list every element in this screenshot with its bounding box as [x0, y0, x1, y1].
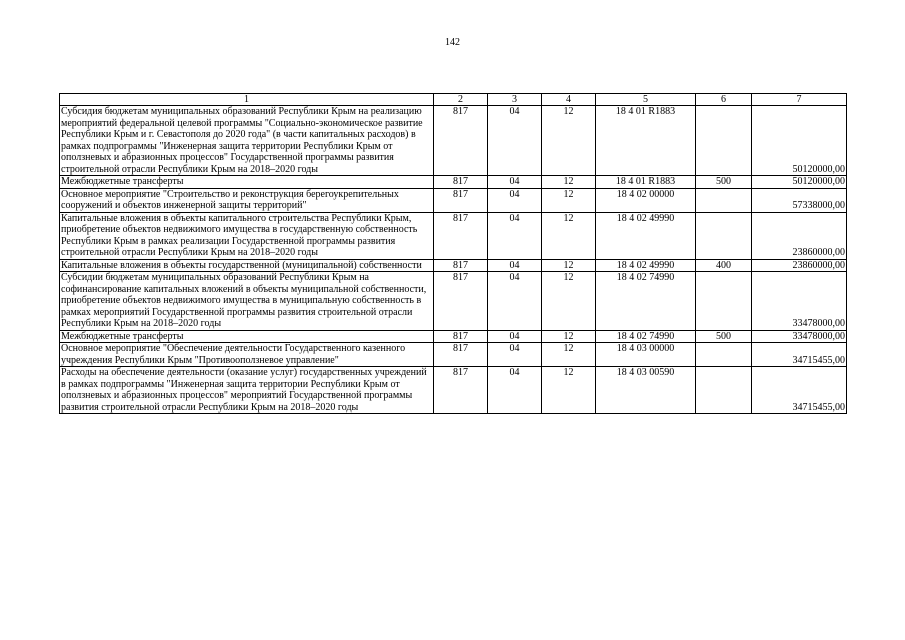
column-header: 2	[434, 94, 488, 106]
row-section-code: 04	[488, 367, 542, 414]
table-row	[60, 188, 847, 212]
row-subsection-code: 12	[542, 343, 596, 367]
row-expense-type	[696, 343, 752, 367]
row-subsection-code: 12	[542, 367, 596, 414]
row-subsection-code: 12	[542, 176, 596, 189]
column-header: 3	[488, 94, 542, 106]
row-subsection-code: 12	[542, 188, 596, 212]
row-amount: 50120000,00	[752, 176, 847, 189]
row-expense-type	[696, 367, 752, 414]
row-target-code: 18 4 02 49990	[596, 212, 696, 259]
row-target-code: 18 4 02 00000	[596, 188, 696, 212]
column-header: 7	[752, 94, 847, 106]
row-expense-type: 500	[696, 330, 752, 343]
row-amount: 23860000,00	[752, 212, 847, 259]
column-header: 1	[60, 94, 434, 106]
row-subsection-code: 12	[542, 212, 596, 259]
row-ministry-code: 817	[434, 212, 488, 259]
row-name: Субсидии бюджетам муниципальных образований Республики Крым на софинансирование капитальных вложений в объекты муниципальной собственности, приобретение объектов недвижимого имущества в муниципальную собственность в рамках мероприятий Государственной программы развития строительной отрасли Республики Крым на 2018–2020 годы	[60, 272, 434, 331]
row-ministry-code: 817	[434, 343, 488, 367]
table-row	[60, 259, 847, 272]
row-amount: 34715455,00	[752, 367, 847, 414]
row-ministry-code: 817	[434, 367, 488, 414]
row-target-code: 18 4 02 74990	[596, 330, 696, 343]
row-name: Основное мероприятие "Обеспечение деятельности Государственного казенного учреждения Республики Крым "Противооползневое управление"	[60, 343, 434, 367]
row-name: Капитальные вложения в объекты государственной (муниципальной) собственности	[60, 259, 434, 272]
row-expense-type	[696, 106, 752, 176]
row-subsection-code: 12	[542, 106, 596, 176]
table-row	[60, 343, 847, 367]
row-section-code: 04	[488, 330, 542, 343]
row-expense-type	[696, 188, 752, 212]
row-expense-type	[696, 212, 752, 259]
row-subsection-code: 12	[542, 259, 596, 272]
row-target-code: 18 4 03 00590	[596, 367, 696, 414]
row-ministry-code: 817	[434, 330, 488, 343]
row-amount: 57338000,00	[752, 188, 847, 212]
row-expense-type: 500	[696, 176, 752, 189]
row-target-code: 18 4 02 49990	[596, 259, 696, 272]
row-section-code: 04	[488, 343, 542, 367]
row-subsection-code: 12	[542, 272, 596, 331]
row-amount: 33478000,00	[752, 330, 847, 343]
row-section-code: 04	[488, 176, 542, 189]
table-row	[60, 176, 847, 189]
row-name: Межбюджетные трансферты	[60, 176, 434, 189]
row-section-code: 04	[488, 188, 542, 212]
row-expense-type: 400	[696, 259, 752, 272]
row-ministry-code: 817	[434, 106, 488, 176]
row-section-code: 04	[488, 212, 542, 259]
table-row	[60, 272, 847, 331]
table-row	[60, 212, 847, 259]
row-subsection-code: 12	[542, 330, 596, 343]
row-name: Основное мероприятие "Строительство и реконструкция берегоукрепительных сооружений и объектов инженерной защиты территорий"	[60, 188, 434, 212]
table-row	[60, 106, 847, 176]
row-amount: 50120000,00	[752, 106, 847, 176]
row-name: Межбюджетные трансферты	[60, 330, 434, 343]
row-target-code: 18 4 02 74990	[596, 272, 696, 331]
row-section-code: 04	[488, 272, 542, 331]
row-name: Капитальные вложения в объекты капитального строительства Республики Крым, приобретение объектов недвижимого имущества в государственную собственность Республики Крым в рамках реализации Государственной программы развития строительной отрасли Республики Крым на 2018–2020 годы	[60, 212, 434, 259]
table-row	[60, 330, 847, 343]
column-header: 6	[696, 94, 752, 106]
row-target-code: 18 4 01 R1883	[596, 106, 696, 176]
row-ministry-code: 817	[434, 176, 488, 189]
budget-table	[59, 93, 847, 414]
column-header: 4	[542, 94, 596, 106]
row-ministry-code: 817	[434, 188, 488, 212]
table-header-row	[60, 94, 847, 106]
page-number: 142	[445, 37, 460, 48]
column-header: 5	[596, 94, 696, 106]
row-section-code: 04	[488, 106, 542, 176]
row-amount: 33478000,00	[752, 272, 847, 331]
row-amount: 34715455,00	[752, 343, 847, 367]
row-target-code: 18 4 03 00000	[596, 343, 696, 367]
row-target-code: 18 4 01 R1883	[596, 176, 696, 189]
row-section-code: 04	[488, 259, 542, 272]
table-row	[60, 367, 847, 414]
row-amount: 23860000,00	[752, 259, 847, 272]
row-ministry-code: 817	[434, 259, 488, 272]
row-name: Расходы на обеспечение деятельности (оказание услуг) государственных учреждений в рамках подпрограммы "Инженерная защита территории Республики Крым от оползневых и абразионных процессов" мероприятий Государственной программы развития строительной отрасли Республики Крым на 2018–2020 годы	[60, 367, 434, 414]
row-expense-type	[696, 272, 752, 331]
row-ministry-code: 817	[434, 272, 488, 331]
row-name: Субсидия бюджетам муниципальных образований Республики Крым на реализацию мероприятий федеральной целевой программы "Социально-экономическое развитие Республики Крым и г. Севастополя до 2020 года" (в части капитальных расходов) в рамках подпрограммы "Инженерная защита территории Республики Крым от оползневых и абразионных процессов" Государственной программы развития строительной отрасли Республики Крым на 2018–2020 годы	[60, 106, 434, 176]
